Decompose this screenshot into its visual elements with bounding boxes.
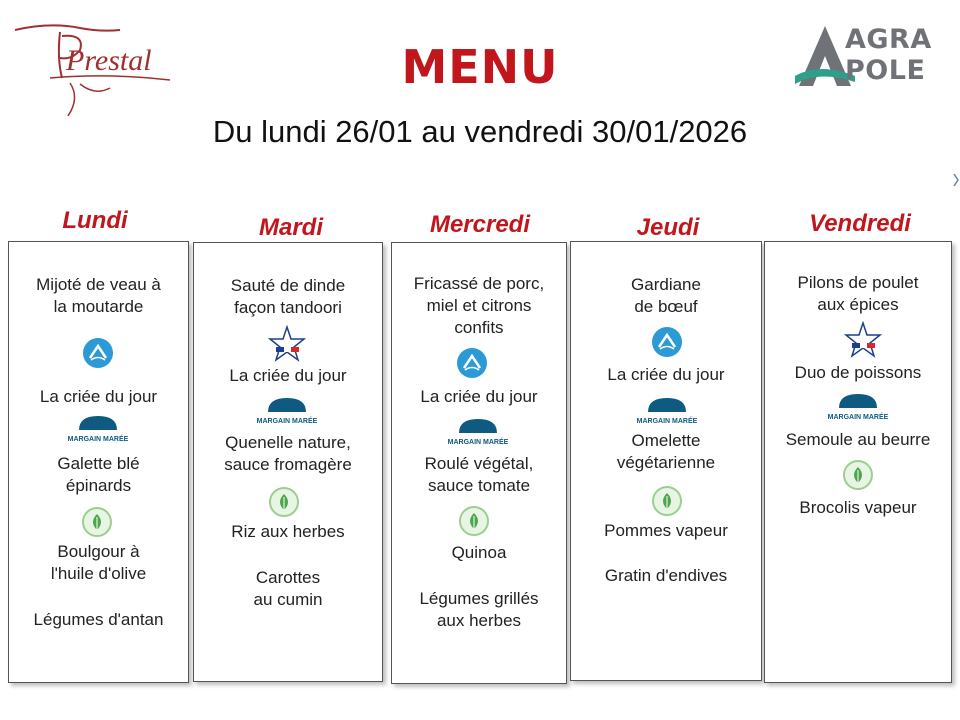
dish: Brocolis vapeur bbox=[799, 498, 917, 517]
dish: La criée du jour bbox=[229, 366, 347, 385]
dish: Légumes grillés aux herbes bbox=[419, 589, 539, 630]
svg-text:MARGAIN MARÉE: MARGAIN MARÉE bbox=[447, 439, 509, 446]
margain-maree-logo bbox=[433, 415, 523, 454]
dish: Mijoté de veau à la moutarde bbox=[36, 275, 161, 316]
svg-text:MARGAIN MARÉE: MARGAIN MARÉE bbox=[256, 418, 318, 425]
vegetarian-leaf-icon bbox=[458, 505, 490, 542]
agrapole-line2: POLE bbox=[845, 55, 926, 86]
dish: Fricassé de porc, miel et citrons confits bbox=[413, 274, 545, 337]
dish: Gratin d'endives bbox=[604, 566, 728, 585]
day-title-jeudi: Jeudi bbox=[636, 214, 700, 241]
day-column-vendredi bbox=[764, 241, 952, 683]
vegetarian-leaf-icon bbox=[842, 459, 874, 496]
day-column-lundi bbox=[8, 241, 189, 683]
day-column-mercredi bbox=[391, 242, 567, 684]
svg-text:MARGAIN MARÉE: MARGAIN MARÉE bbox=[636, 418, 698, 425]
dish: La criée du jour bbox=[607, 365, 725, 384]
dish: Gardiane de bœuf bbox=[631, 275, 701, 316]
svg-text:MARGAIN MARÉE: MARGAIN MARÉE bbox=[827, 414, 889, 421]
margain-maree-logo bbox=[53, 412, 143, 451]
svg-text:Prestal: Prestal bbox=[66, 44, 152, 77]
dish: Carottes au cumin bbox=[253, 568, 323, 609]
dish: Boulgour à l'huile d'olive bbox=[50, 542, 147, 583]
day-column-jeudi bbox=[570, 241, 762, 681]
page-title: MENU bbox=[401, 40, 559, 94]
svg-text:MARGAIN MARÉE: MARGAIN MARÉE bbox=[67, 436, 129, 443]
dish: Pommes vapeur bbox=[604, 521, 728, 540]
margain-maree-logo bbox=[813, 390, 903, 429]
dish: Galette blé épinards bbox=[57, 454, 140, 495]
vegetarian-leaf-icon bbox=[268, 486, 300, 523]
vegetarian-leaf-icon bbox=[651, 485, 683, 522]
date-range: Du lundi 26/01 au vendredi 30/01/2026 bbox=[212, 114, 748, 149]
viande-francaise-icon bbox=[268, 325, 306, 368]
dish: Quinoa bbox=[451, 543, 507, 562]
dish: La criée du jour bbox=[39, 387, 158, 406]
day-title-vendredi: Vendredi bbox=[809, 210, 911, 237]
dish: Semoule au beurre bbox=[785, 430, 931, 449]
dish: Roulé végétal, sauce tomate bbox=[424, 454, 534, 495]
day-title-lundi: Lundi bbox=[62, 207, 128, 234]
dish: Duo de poissons bbox=[794, 363, 922, 382]
decorative-fragment bbox=[952, 160, 960, 200]
blue-label-icon bbox=[651, 326, 683, 363]
dish: Omelette végétarienne bbox=[616, 431, 716, 472]
vegetarian-leaf-icon bbox=[81, 506, 113, 543]
blue-label-icon bbox=[82, 337, 114, 374]
dish: Pilons de poulet aux épices bbox=[797, 273, 919, 314]
agrapole-line1: AGRA bbox=[845, 24, 932, 55]
margain-maree-logo bbox=[242, 394, 332, 433]
dish: Quenelle nature, sauce fromagère bbox=[224, 433, 352, 474]
dish: Riz aux herbes bbox=[231, 522, 345, 541]
viande-francaise-icon bbox=[844, 321, 882, 364]
day-title-mercredi: Mercredi bbox=[429, 211, 531, 238]
dish: Légumes d'antan bbox=[33, 610, 164, 629]
day-column-mardi bbox=[193, 242, 383, 682]
dish: La criée du jour bbox=[420, 387, 538, 406]
blue-label-icon bbox=[456, 347, 488, 384]
margain-maree-logo bbox=[622, 394, 712, 433]
dish: Sauté de dinde façon tandoori bbox=[230, 276, 346, 317]
day-title-mardi: Mardi bbox=[258, 214, 323, 241]
